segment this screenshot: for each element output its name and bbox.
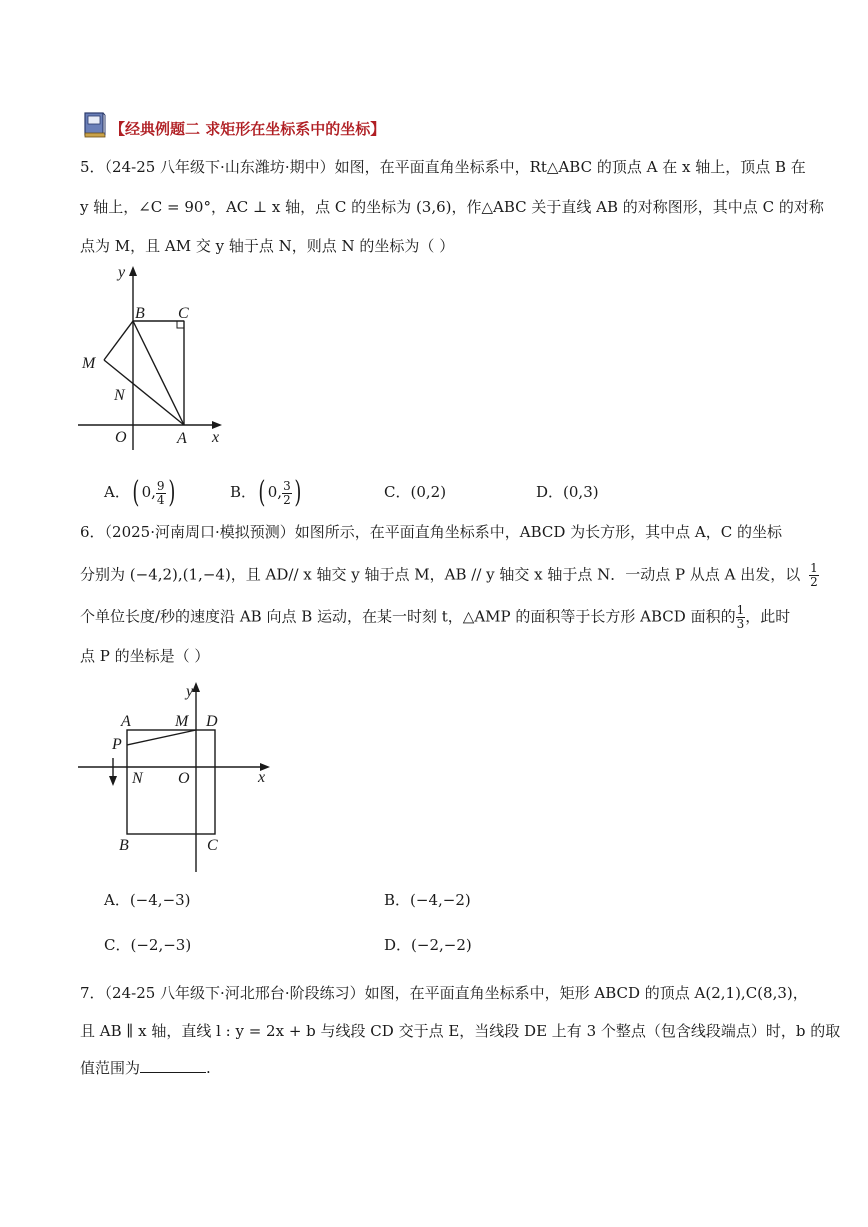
q6-figure	[76, 676, 276, 876]
q6-option-d[interactable]: D．(−2,−2)	[384, 936, 472, 954]
q5-line2: y 轴上，∠C = 90°，AC ⊥ x 轴，点 C 的坐标为 (3,6)，作△ABC 关于直线 AB 的对称图形，其中点 C 的对称	[80, 198, 824, 216]
q5-option-b-den: 2	[283, 492, 291, 507]
q6-label-B: B	[119, 837, 129, 854]
q6-speed-frac	[809, 562, 819, 589]
q6-line3-text: 个单位长度/秒的速度沿 AB 向点 B 运动，在某一时刻 t，△AMP 的面积等于长方形 ABCD 面积的	[80, 607, 736, 626]
q5-label-C: C	[178, 305, 189, 322]
q6-line2	[80, 562, 819, 589]
q6-label-N: N	[132, 770, 143, 787]
q5-option-a-label: A．	[104, 483, 130, 501]
section-title: 【经典例题二 求矩形在坐标系中的坐标】	[110, 120, 386, 138]
q5-label-x: x	[212, 429, 220, 446]
q5-option-b-frac	[282, 480, 292, 507]
q5-line3: 点为 M，且 AM 交 y 轴于点 N，则点 N 的坐标为（ ）	[80, 237, 455, 255]
q6-label-C: C	[207, 837, 218, 854]
q5-option-b[interactable]: B．( 0, $\frac{3}{2}$ )	[230, 475, 302, 510]
q6-label-A: A	[121, 713, 131, 730]
q6-area-den: 3	[736, 617, 745, 631]
q5-y-arrow	[129, 266, 137, 276]
q5-option-c-label: C．	[384, 483, 411, 501]
q6-label-M: M	[175, 713, 189, 730]
q5-option-a-pre: 0,	[141, 483, 156, 501]
q5-line1: 5．（24-25 八年级下·山东潍坊·期中）如图，在平面直角坐标系中，Rt△ABC 的顶点 A 在 x 轴上，顶点 B 在	[80, 158, 806, 176]
q6-option-a[interactable]: A．(−4,−3)	[104, 891, 191, 909]
q5-option-b-pre: 0,	[267, 483, 283, 501]
q6-label-y: y	[186, 683, 194, 700]
q6-line1: 6．（2025·河南周口·模拟预测）如图所示，在平面直角坐标系中，ABCD 为长方形，其中点 A，C 的坐标	[80, 523, 783, 541]
q5-option-a-num: 9	[156, 478, 165, 493]
q6-option-b[interactable]: B．(−4,−2)	[384, 891, 471, 909]
q5-option-b-num: 3	[283, 478, 291, 493]
q7-line3-end: .	[206, 1059, 211, 1077]
q5-option-b-label: B．	[230, 483, 257, 501]
q7-answer-blank[interactable]	[140, 1058, 206, 1073]
q6-line3-end: ，此时	[745, 607, 791, 626]
q7-line3	[80, 1058, 211, 1078]
q6-line2-text: 分别为 (−4,2),(1,−4)，且 AD// x 轴交 y 轴于点 M，AB // y 轴交 x 轴于点 N．一动点 P 从点 A 出发，以	[80, 565, 801, 584]
q7-line3-text: 值范围为	[80, 1059, 141, 1077]
q7-line2: 且 AB ∥ x 轴，直线 l : y = 2x + b 与线段 CD 交于点 E，当线段 DE 上有 3 个整点（包含线段端点）时，b 的取	[80, 1022, 841, 1040]
q6-label-O: O	[178, 770, 190, 787]
q5-option-d[interactable]	[536, 482, 599, 502]
q6-area-num: 1	[736, 603, 745, 617]
q6-line4: 点 P 的坐标是（ ）	[80, 647, 210, 665]
q5-label-y: y	[118, 264, 126, 281]
q5-label-A: A	[177, 430, 187, 447]
q5-option-c-value: (0,2)	[410, 483, 447, 501]
q6-label-P: P	[112, 736, 122, 753]
q6-label-D: D	[206, 713, 218, 730]
q6-y-arrow	[192, 682, 200, 692]
q5-label-N: N	[114, 387, 125, 404]
q6-line3	[80, 604, 790, 631]
q6-option-c[interactable]: C．(−2,−3)	[104, 936, 192, 954]
q6-area-frac	[736, 604, 746, 631]
q7-line1: 7．（24-25 八年级下·河北邢台·阶段练习）如图，在平面直角坐标系中，矩形 ABCD 的顶点 A(2,1),C(8,3)，	[80, 984, 808, 1002]
book-icon	[82, 111, 108, 139]
q6-label-x: x	[258, 769, 266, 786]
q6-speed-num: 1	[810, 561, 818, 575]
q5-option-c[interactable]	[384, 482, 446, 502]
q6-speed-den: 2	[810, 575, 818, 589]
q5-option-a-den: 4	[156, 492, 165, 507]
q5-label-M: M	[82, 355, 96, 372]
q5-label-B: B	[135, 305, 145, 322]
q5-option-d-value: (0,3)	[563, 483, 599, 501]
q5-option-d-label: D．	[536, 483, 564, 501]
q5-figure	[76, 262, 226, 452]
q5-option-a-frac	[156, 480, 166, 507]
q5-label-O: O	[115, 429, 127, 446]
q5-option-a[interactable]: A．( 0, $\frac{9}{4}$ )	[104, 475, 175, 510]
q5-x-arrow	[212, 421, 222, 429]
